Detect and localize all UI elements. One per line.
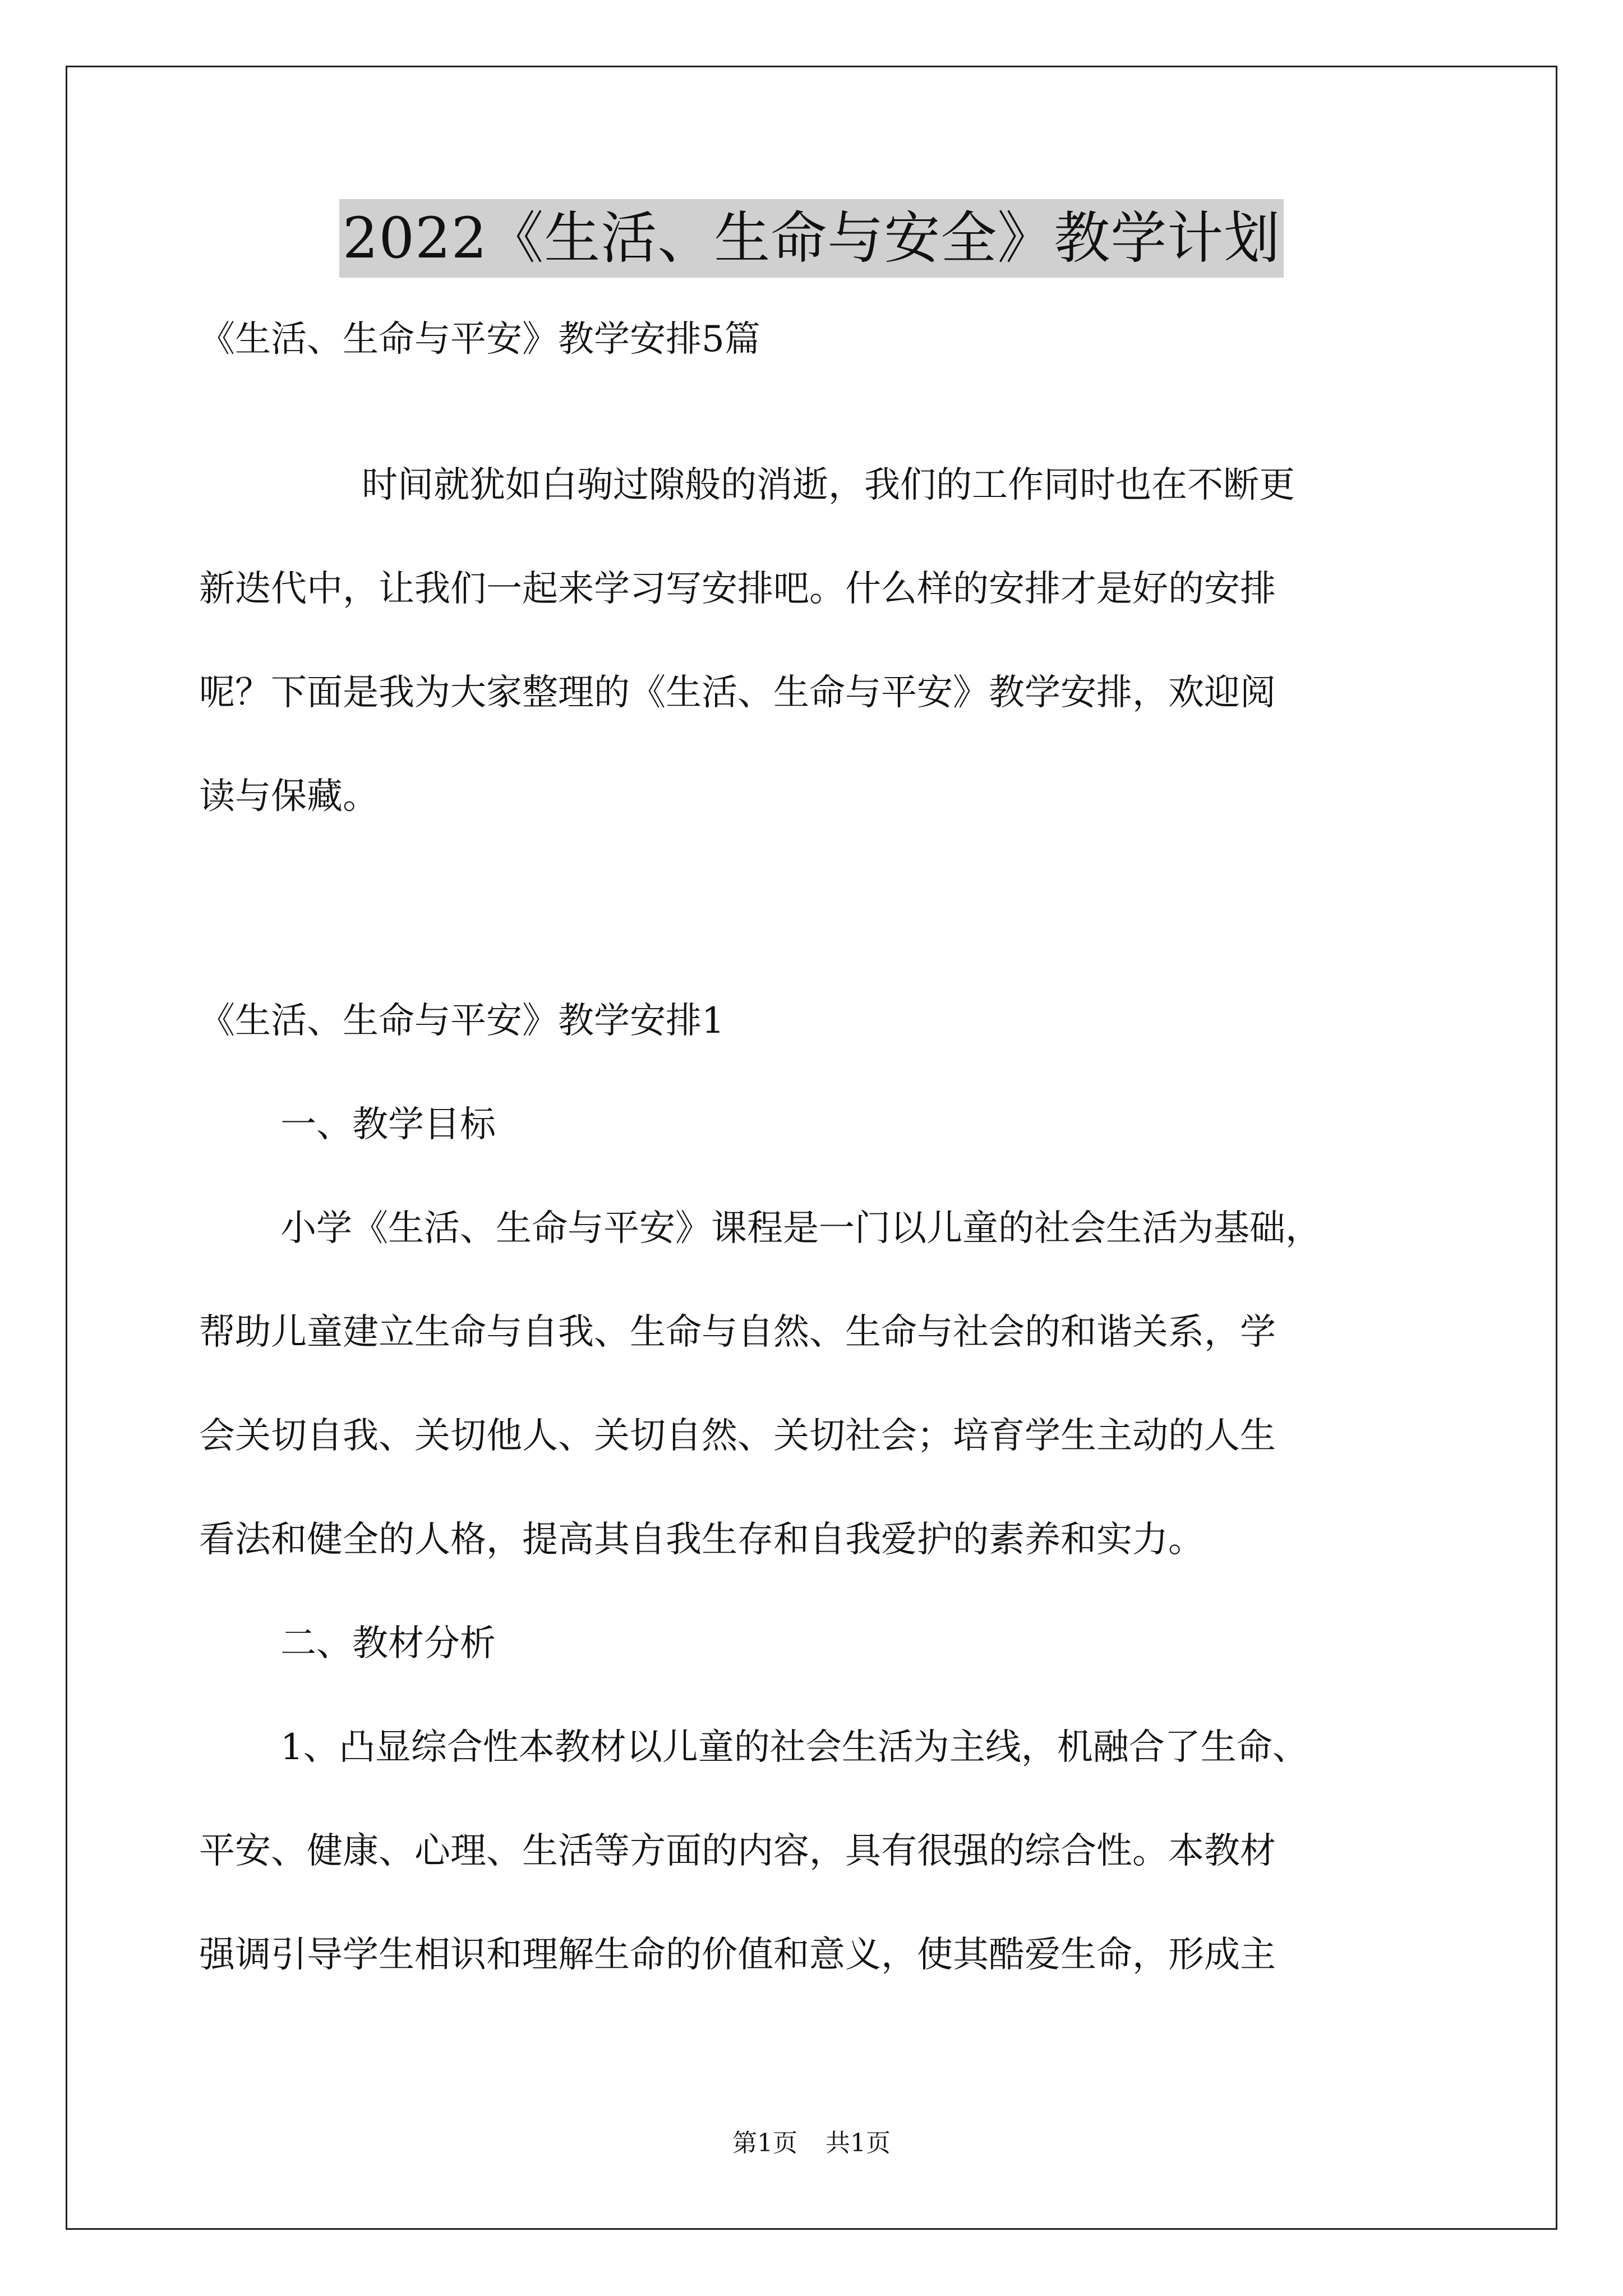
analysis-line: 强调引导学生相识和理解生命的价值和意义，使其酷爱生命，形成主: [199, 1934, 1276, 1976]
title-container: [0, 199, 1623, 278]
goal-line: 会关切自我、关切他人、关切自然、关切社会；培育学生主动的人生: [199, 1415, 1276, 1457]
intro-line: 呢？下面是我为大家整理的《生活、生命与平安》教学安排，欢迎阅: [199, 672, 1276, 714]
page-border: [66, 66, 1557, 2230]
analysis-line: 平安、健康、心理、生活等方面的内容，具有很强的综合性。本教材: [199, 1830, 1276, 1872]
analysis-line: 1、凸显综合性本教材以儿童的社会生活为主线，机融合了生命、: [280, 1727, 1308, 1768]
goal-line: 帮助儿童建立生命与自我、生命与自然、生命与社会的和谐关系，学: [199, 1312, 1276, 1353]
goal-line: 小学《生活、生命与平安》课程是一门以儿童的社会生活为基础，: [280, 1208, 1321, 1249]
section-heading: 《生活、生命与平安》教学安排1: [199, 1000, 725, 1042]
intro-line: 时间就犹如白驹过隙般的消逝，我们的工作同时也在不断更: [362, 464, 1295, 506]
document-subtitle: 《生活、生命与平安》教学安排5篇: [199, 319, 760, 360]
analysis-heading: 二、教材分析: [280, 1623, 496, 1664]
page-footer: [0, 2128, 1623, 2159]
page-number: 第1页: [732, 2129, 797, 2157]
intro-line: 新迭代中，让我们一起来学习写安排吧。什么样的安排才是好的安排: [199, 568, 1276, 610]
goal-heading: 一、教学目标: [280, 1104, 496, 1145]
intro-line: 读与保藏。: [199, 776, 379, 817]
goal-line: 看法和健全的人格，提高其自我生存和自我爱护的素养和实力。: [199, 1519, 1204, 1561]
page-total: 共1页: [826, 2129, 891, 2157]
document-title: 2022《生活、生命与安全》教学计划: [339, 199, 1284, 278]
